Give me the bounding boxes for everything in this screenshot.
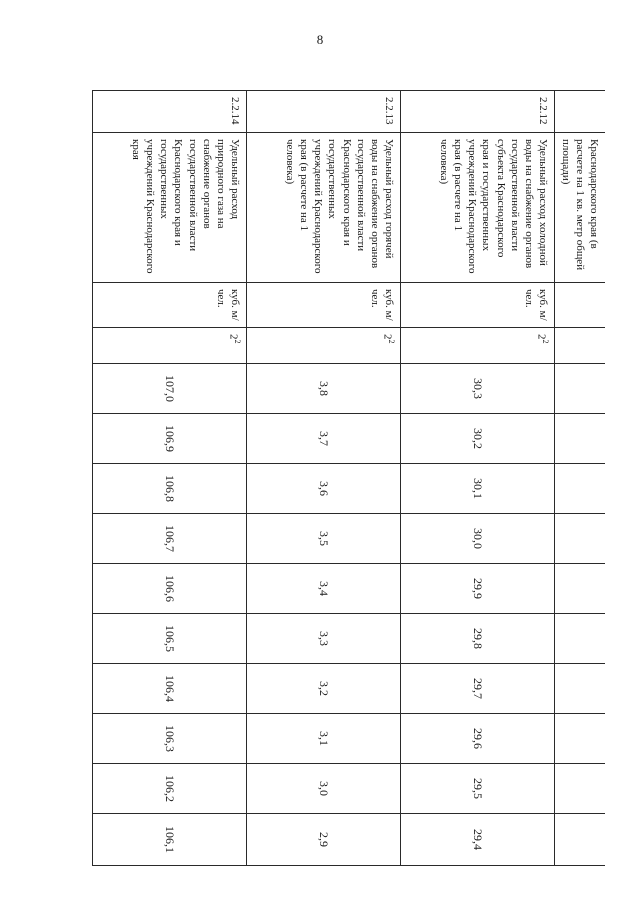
row-ref: $2^2$ [246, 328, 400, 364]
value-cell: 3,0 [246, 764, 400, 814]
table-cell [554, 91, 605, 133]
table-cell [554, 514, 605, 564]
value-cell: 29,8 [400, 614, 554, 664]
value-cell: 3,8 [246, 364, 400, 414]
table-cell [554, 714, 605, 764]
table-row [400, 91, 554, 866]
page-number: 8 [316, 32, 324, 47]
value-cell: 2,9 [246, 814, 400, 866]
value-cell: 29,4 [400, 814, 554, 866]
table-cell [554, 464, 605, 514]
row-code: 2.2.12 [400, 91, 554, 133]
table-cell [554, 764, 605, 814]
row-description: Удельный расход холодной воды на снабжение органов государственной власти субъекта Краснодарского края и государственных учреждений Краснодарского края (в расчете на 1 человека) [400, 133, 554, 283]
table-row [92, 91, 246, 866]
row-description: Удельный расход природного газа на снабжение органов государственной власти Краснодарского края и государственных учреждений Краснодарского края [92, 133, 246, 283]
table-row-continuation [554, 91, 605, 866]
value-cell: 3,6 [246, 464, 400, 514]
value-cell: 106,6 [92, 564, 246, 614]
row-unit: куб. м/чел. [246, 283, 400, 328]
value-cell: 106,7 [92, 514, 246, 564]
row-ref: $2^2$ [400, 328, 554, 364]
table-cell [554, 814, 605, 866]
table-cell [554, 328, 605, 364]
value-cell: 3,5 [246, 514, 400, 564]
value-cell: 29,6 [400, 714, 554, 764]
table-cell [554, 664, 605, 714]
table-cell [554, 614, 605, 664]
row-unit: куб. м/чел. [400, 283, 554, 328]
value-cell: 106,9 [92, 414, 246, 464]
row-code: 2.2.13 [246, 91, 400, 133]
row-ref: $2^2$ [92, 328, 246, 364]
table-cell [554, 414, 605, 464]
continuation-text: Краснодарского края (в расчете на 1 кв. метр общей площади) [554, 133, 605, 283]
value-cell: 3,3 [246, 614, 400, 664]
value-cell: 3,7 [246, 414, 400, 464]
value-cell: 30,3 [400, 364, 554, 414]
value-cell: 3,4 [246, 564, 400, 614]
row-description: Удельный расход горячей воды на снабжение органов государственной власти Краснодарского края и государственных учреждений Краснодарского края (в расчете на 1 человека) [246, 133, 400, 283]
table-cell [554, 564, 605, 614]
value-cell: 29,9 [400, 564, 554, 614]
value-cell: 30,0 [400, 514, 554, 564]
indicators-table [92, 90, 605, 866]
table-cell [554, 364, 605, 414]
value-cell: 3,2 [246, 664, 400, 714]
row-code: 2.2.14 [92, 91, 246, 133]
value-cell: 30,1 [400, 464, 554, 514]
row-unit: куб. м/чел. [92, 283, 246, 328]
value-cell: 106,4 [92, 664, 246, 714]
table-row [246, 91, 400, 866]
value-cell: 106,3 [92, 714, 246, 764]
value-cell: 106,8 [92, 464, 246, 514]
value-cell: 106,1 [92, 814, 246, 866]
value-cell: 106,5 [92, 614, 246, 664]
table-cell [554, 283, 605, 328]
value-cell: 106,2 [92, 764, 246, 814]
value-cell: 3,1 [246, 714, 400, 764]
value-cell: 29,7 [400, 664, 554, 714]
rotated-table-wrapper [95, 90, 605, 865]
value-cell: 29,5 [400, 764, 554, 814]
value-cell: 30,2 [400, 414, 554, 464]
value-cell: 107,0 [92, 364, 246, 414]
